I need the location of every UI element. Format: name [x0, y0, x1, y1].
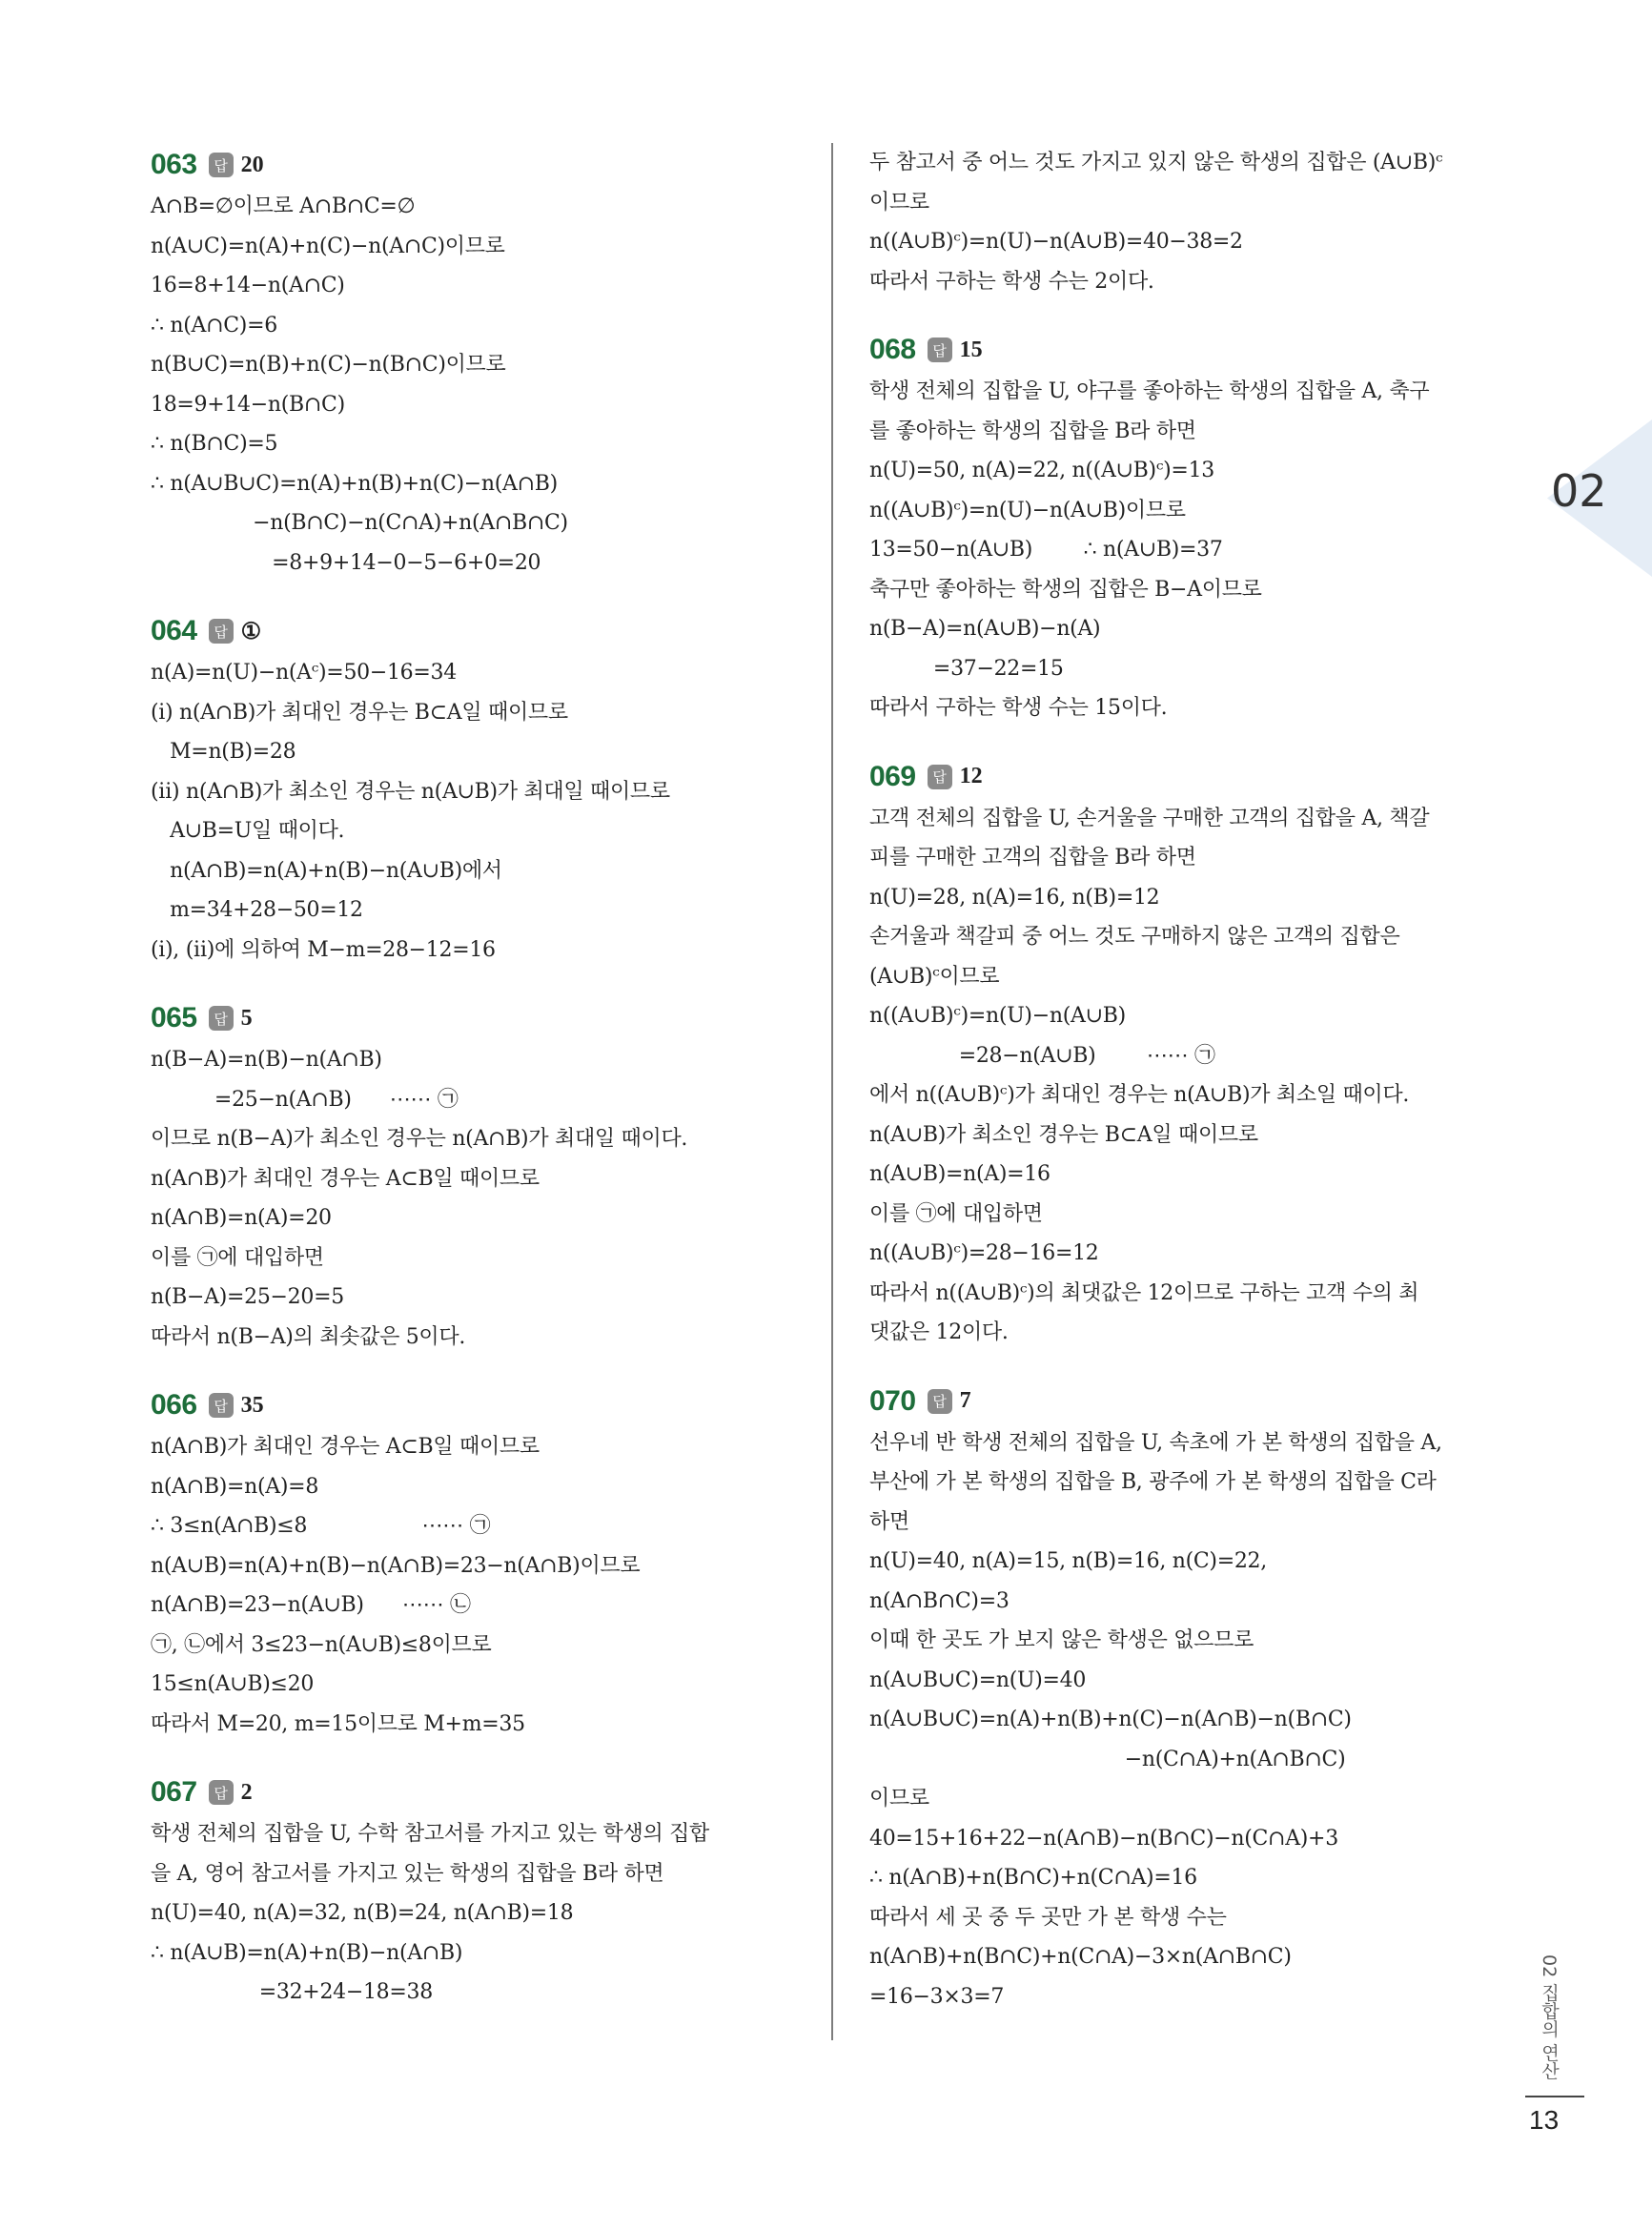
solution-line: 따라서 구하는 학생 수는 15이다.: [869, 696, 1168, 720]
answer-badge: 답: [209, 1006, 234, 1031]
solution-line: 16=8+14−n(A∩C): [151, 274, 345, 297]
solution-line: n(A∩B)=n(A)=20: [151, 1206, 332, 1230]
solution-line: M=n(B)=28: [151, 740, 296, 764]
problem-header: [151, 143, 818, 187]
problem-number: 063: [151, 149, 197, 180]
solution-line: n(A∪B)=n(A)+n(B)−n(A∩B)=23−n(A∩B)이므로: [151, 1553, 641, 1578]
problem-063: [151, 143, 818, 583]
solution-line: n(A∩B)가 최대인 경우는 A⊂B일 때이므로: [151, 1166, 540, 1191]
solution-line: ∴ 3≤n(A∩B)≤8 ⋯⋯ ㉠: [151, 1514, 491, 1538]
solution-line: ∴ n(B∩C)=5: [151, 432, 278, 456]
solution-line: 을 A, 영어 참고서를 가지고 있는 학생의 집합을 B라 하면: [151, 1861, 664, 1886]
solution-line: 15≤n(A∪B)≤20: [151, 1672, 315, 1696]
solution-line: n(A∪C)=n(A)+n(C)−n(A∩C)이므로: [151, 234, 505, 258]
problem-064: [151, 609, 818, 970]
solution-line: ∴ n(A∩B)+n(B∩C)+n(C∩A)=16: [869, 1866, 1197, 1890]
solution-line: =8+9+14−0−5−6+0=20: [151, 550, 541, 575]
problem-header: [151, 1383, 818, 1427]
problem-header: [869, 1380, 1537, 1423]
solution-line: 40=15+16+22−n(A∩B)−n(B∩C)−n(C∩A)+3: [869, 1826, 1338, 1851]
solution-line: 이때 한 곳도 가 보지 않은 학생은 없으므로: [869, 1628, 1254, 1652]
column-divider: [831, 143, 833, 2040]
problem-number: 067: [151, 1776, 197, 1808]
solution-line: =16−3×3=7: [869, 1984, 1005, 2009]
problem-number: 069: [869, 760, 916, 792]
solution-line: n(U)=50, n(A)=22, n((A∪B)ᶜ)=13: [869, 459, 1214, 482]
running-title: 02 집합의 연산: [1539, 1954, 1560, 2080]
solution-line: m=34+28−50=12: [151, 898, 363, 922]
answer-badge: 답: [209, 619, 234, 644]
problem-066: [151, 1383, 818, 1744]
solution-line: 고객 전체의 집합을 U, 손거울을 구매한 고객의 집합을 A, 책갈: [869, 806, 1430, 830]
solution-line: n((A∪B)ᶜ)=28−16=12: [869, 1241, 1099, 1265]
solution-line: 에서 n((A∪B)ᶜ)가 최대인 경우는 n(A∪B)가 최소일 때이다.: [869, 1083, 1410, 1107]
solution-line: n((A∪B)ᶜ)=n(U)−n(A∪B): [869, 1004, 1126, 1028]
solution-line: n(A∩B)=n(A)+n(B)−n(A∪B)에서: [151, 858, 502, 883]
solution-line: n(A∪B∪C)=n(A)+n(B)+n(C)−n(A∩B)−n(B∩C): [869, 1708, 1352, 1731]
solution-line: 13=50−n(A∪B) ∴ n(A∪B)=37: [869, 538, 1223, 562]
solution-line: 손거울과 책갈피 중 어느 것도 구매하지 않은 고객의 집합은: [869, 925, 1400, 949]
solution-line: =25−n(A∩B) ⋯⋯ ㉠: [151, 1087, 459, 1112]
answer-value: 15: [959, 337, 983, 362]
solution-line: 18=9+14−n(B∩C): [151, 392, 345, 417]
answer-value: 35: [240, 1392, 264, 1418]
solution-line: n(A∪B)가 최소인 경우는 B⊂A일 때이므로: [869, 1122, 1258, 1147]
solution-line: n(A∩B)+n(B∩C)+n(C∩A)−3×n(A∩B∩C): [869, 1945, 1292, 1969]
solution-line: 학생 전체의 집합을 U, 수학 참고서를 가지고 있는 학생의 집합: [151, 1822, 710, 1846]
page-number: 13: [1529, 2105, 1560, 2135]
solution-line: 축구만 좋아하는 학생의 집합은 B−A이므로: [869, 577, 1262, 602]
solution-line: 부산에 가 본 학생의 집합을 B, 광주에 가 본 학생의 집합을 C라: [869, 1470, 1437, 1494]
solution-line: n(A∩B)가 최대인 경우는 A⊂B일 때이므로: [151, 1435, 540, 1459]
problem-070: [869, 1380, 1537, 2017]
solution-line: n(U)=40, n(A)=15, n(B)=16, n(C)=22,: [869, 1549, 1267, 1573]
solution-line: n(A∩B∩C)=3: [869, 1588, 1010, 1613]
answer-value: 7: [959, 1388, 971, 1413]
problem-header: [151, 1770, 818, 1814]
solution-line: −n(C∩A)+n(A∩B∩C): [869, 1747, 1346, 1771]
chapter-number: 02: [1551, 465, 1607, 517]
solution-line: 를 좋아하는 학생의 집합을 B라 하면: [869, 419, 1196, 443]
solution-line: n(A)=n(U)−n(Aᶜ)=50−16=34: [151, 661, 457, 685]
problem-number: 070: [869, 1384, 916, 1417]
problem-068: [869, 328, 1537, 728]
solution-line: n(A∪B∪C)=n(U)=40: [869, 1667, 1087, 1692]
answer-badge: 답: [928, 338, 952, 362]
problem-067-continued: [869, 143, 1537, 301]
solution-line: n(U)=28, n(A)=16, n(B)=12: [869, 885, 1160, 910]
solution-line: 선우네 반 학생 전체의 집합을 U, 속초에 가 본 학생의 집합을 A,: [869, 1430, 1442, 1455]
solution-line: =28−n(A∪B) ⋯⋯ ㉠: [869, 1043, 1215, 1068]
solution-line: 이므로: [869, 1787, 929, 1811]
solution-line: 따라서 구하는 학생 수는 2이다.: [869, 269, 1154, 294]
solution-line: 댓값은 12이다.: [869, 1320, 1009, 1344]
solution-line: n((A∪B)ᶜ)=n(U)−n(A∪B)=40−38=2: [869, 230, 1243, 254]
solution-line: (ⅱ) n(A∩B)가 최소인 경우는 n(A∪B)가 최대일 때이므로: [151, 779, 670, 804]
solution-line: n(U)=40, n(A)=32, n(B)=24, n(A∩B)=18: [151, 1901, 574, 1925]
solution-line: n(A∩B)=n(A)=8: [151, 1474, 319, 1499]
problem-065: [151, 996, 818, 1357]
solution-line: n(B−A)=n(A∪B)−n(A): [869, 617, 1101, 641]
solution-line: ∴ n(A∪B∪C)=n(A)+n(B)+n(C)−n(A∩B): [151, 471, 558, 496]
solution-line: n(A∪B)=n(A)=16: [869, 1162, 1050, 1186]
right-column: [869, 143, 1537, 2043]
solution-line: (A∪B)ᶜ이므로: [869, 964, 1000, 989]
answer-badge: 답: [928, 1389, 952, 1414]
problem-number: 066: [151, 1389, 197, 1421]
problem-069: [869, 755, 1537, 1353]
problem-header: [869, 328, 1537, 372]
problem-header: [869, 755, 1537, 799]
solution-line: 이므로 n(B−A)가 최소인 경우는 n(A∩B)가 최대일 때이다.: [151, 1127, 688, 1151]
solution-line: =37−22=15: [869, 656, 1064, 681]
solution-line: n(B−A)=n(B)−n(A∩B): [151, 1048, 382, 1072]
problem-067: [151, 1770, 818, 2013]
solution-line: 따라서 n((A∪B)ᶜ)의 최댓값은 12이므로 구하는 고객 수의 최: [869, 1280, 1419, 1305]
page-number-rule: [1525, 2096, 1584, 2097]
answer-value: 5: [240, 1005, 253, 1031]
solution-line: 두 참고서 중 어느 것도 가지고 있지 않은 학생의 집합은 (A∪B)ᶜ: [869, 151, 1443, 174]
solution-line: A∩B=∅이므로 A∩B∩C=∅: [151, 194, 416, 218]
solution-line: 이를 ㉠에 대입하면: [869, 1201, 1043, 1226]
problem-header: [151, 609, 818, 653]
solution-line: n(A∩B)=23−n(A∪B) ⋯⋯ ㉡: [151, 1593, 471, 1617]
solution-line: (ⅰ) n(A∩B)가 최대인 경우는 B⊂A일 때이므로: [151, 700, 568, 725]
solution-line: n(B∪C)=n(B)+n(C)−n(B∩C)이므로: [151, 353, 506, 377]
solution-line: ㉠, ㉡에서 3≤23−n(A∪B)≤8이므로: [151, 1632, 492, 1657]
answer-badge: 답: [928, 765, 952, 789]
answer-value: 20: [240, 152, 264, 177]
answer-badge: 답: [209, 1393, 234, 1418]
problem-number: 064: [151, 615, 197, 646]
solution-line: ∴ n(A∩C)=6: [151, 313, 277, 338]
solution-line: 따라서 세 곳 중 두 곳만 가 본 학생 수는: [869, 1905, 1227, 1930]
left-column: [151, 143, 818, 2039]
solution-line: 이므로: [869, 190, 929, 215]
solution-line: =32+24−18=38: [151, 1980, 433, 2004]
problem-header: [151, 996, 818, 1040]
problem-number: 065: [151, 1002, 197, 1033]
answer-badge: 답: [209, 1780, 234, 1805]
solution-line: n((A∪B)ᶜ)=n(U)−n(A∪B)이므로: [869, 498, 1186, 522]
solution-line: −n(B∩C)−n(C∩A)+n(A∩B∩C): [151, 511, 568, 535]
solution-line: 따라서 n(B−A)의 최솟값은 5이다.: [151, 1324, 466, 1349]
solution-line: 이를 ㉠에 대입하면: [151, 1245, 324, 1270]
answer-value: ①: [240, 619, 262, 644]
solution-line: n(B−A)=25−20=5: [151, 1285, 344, 1309]
solution-line: 학생 전체의 집합을 U, 야구를 좋아하는 학생의 집합을 A, 축구: [869, 379, 1430, 403]
solution-line: ∴ n(A∪B)=n(A)+n(B)−n(A∩B): [151, 1940, 463, 1965]
answer-value: 2: [240, 1779, 253, 1805]
solution-line: 따라서 M=20, m=15이므로 M+m=35: [151, 1711, 525, 1736]
solution-line: A∪B=U일 때이다.: [151, 819, 345, 843]
solution-line: (ⅰ), (ⅱ)에 의하여 M−m=28−12=16: [151, 937, 496, 962]
solution-line: 피를 구매한 고객의 집합을 B라 하면: [869, 846, 1196, 869]
problem-number: 068: [869, 334, 916, 365]
solution-line: 하면: [869, 1509, 909, 1534]
answer-value: 12: [959, 764, 983, 788]
answer-badge: 답: [209, 153, 234, 177]
